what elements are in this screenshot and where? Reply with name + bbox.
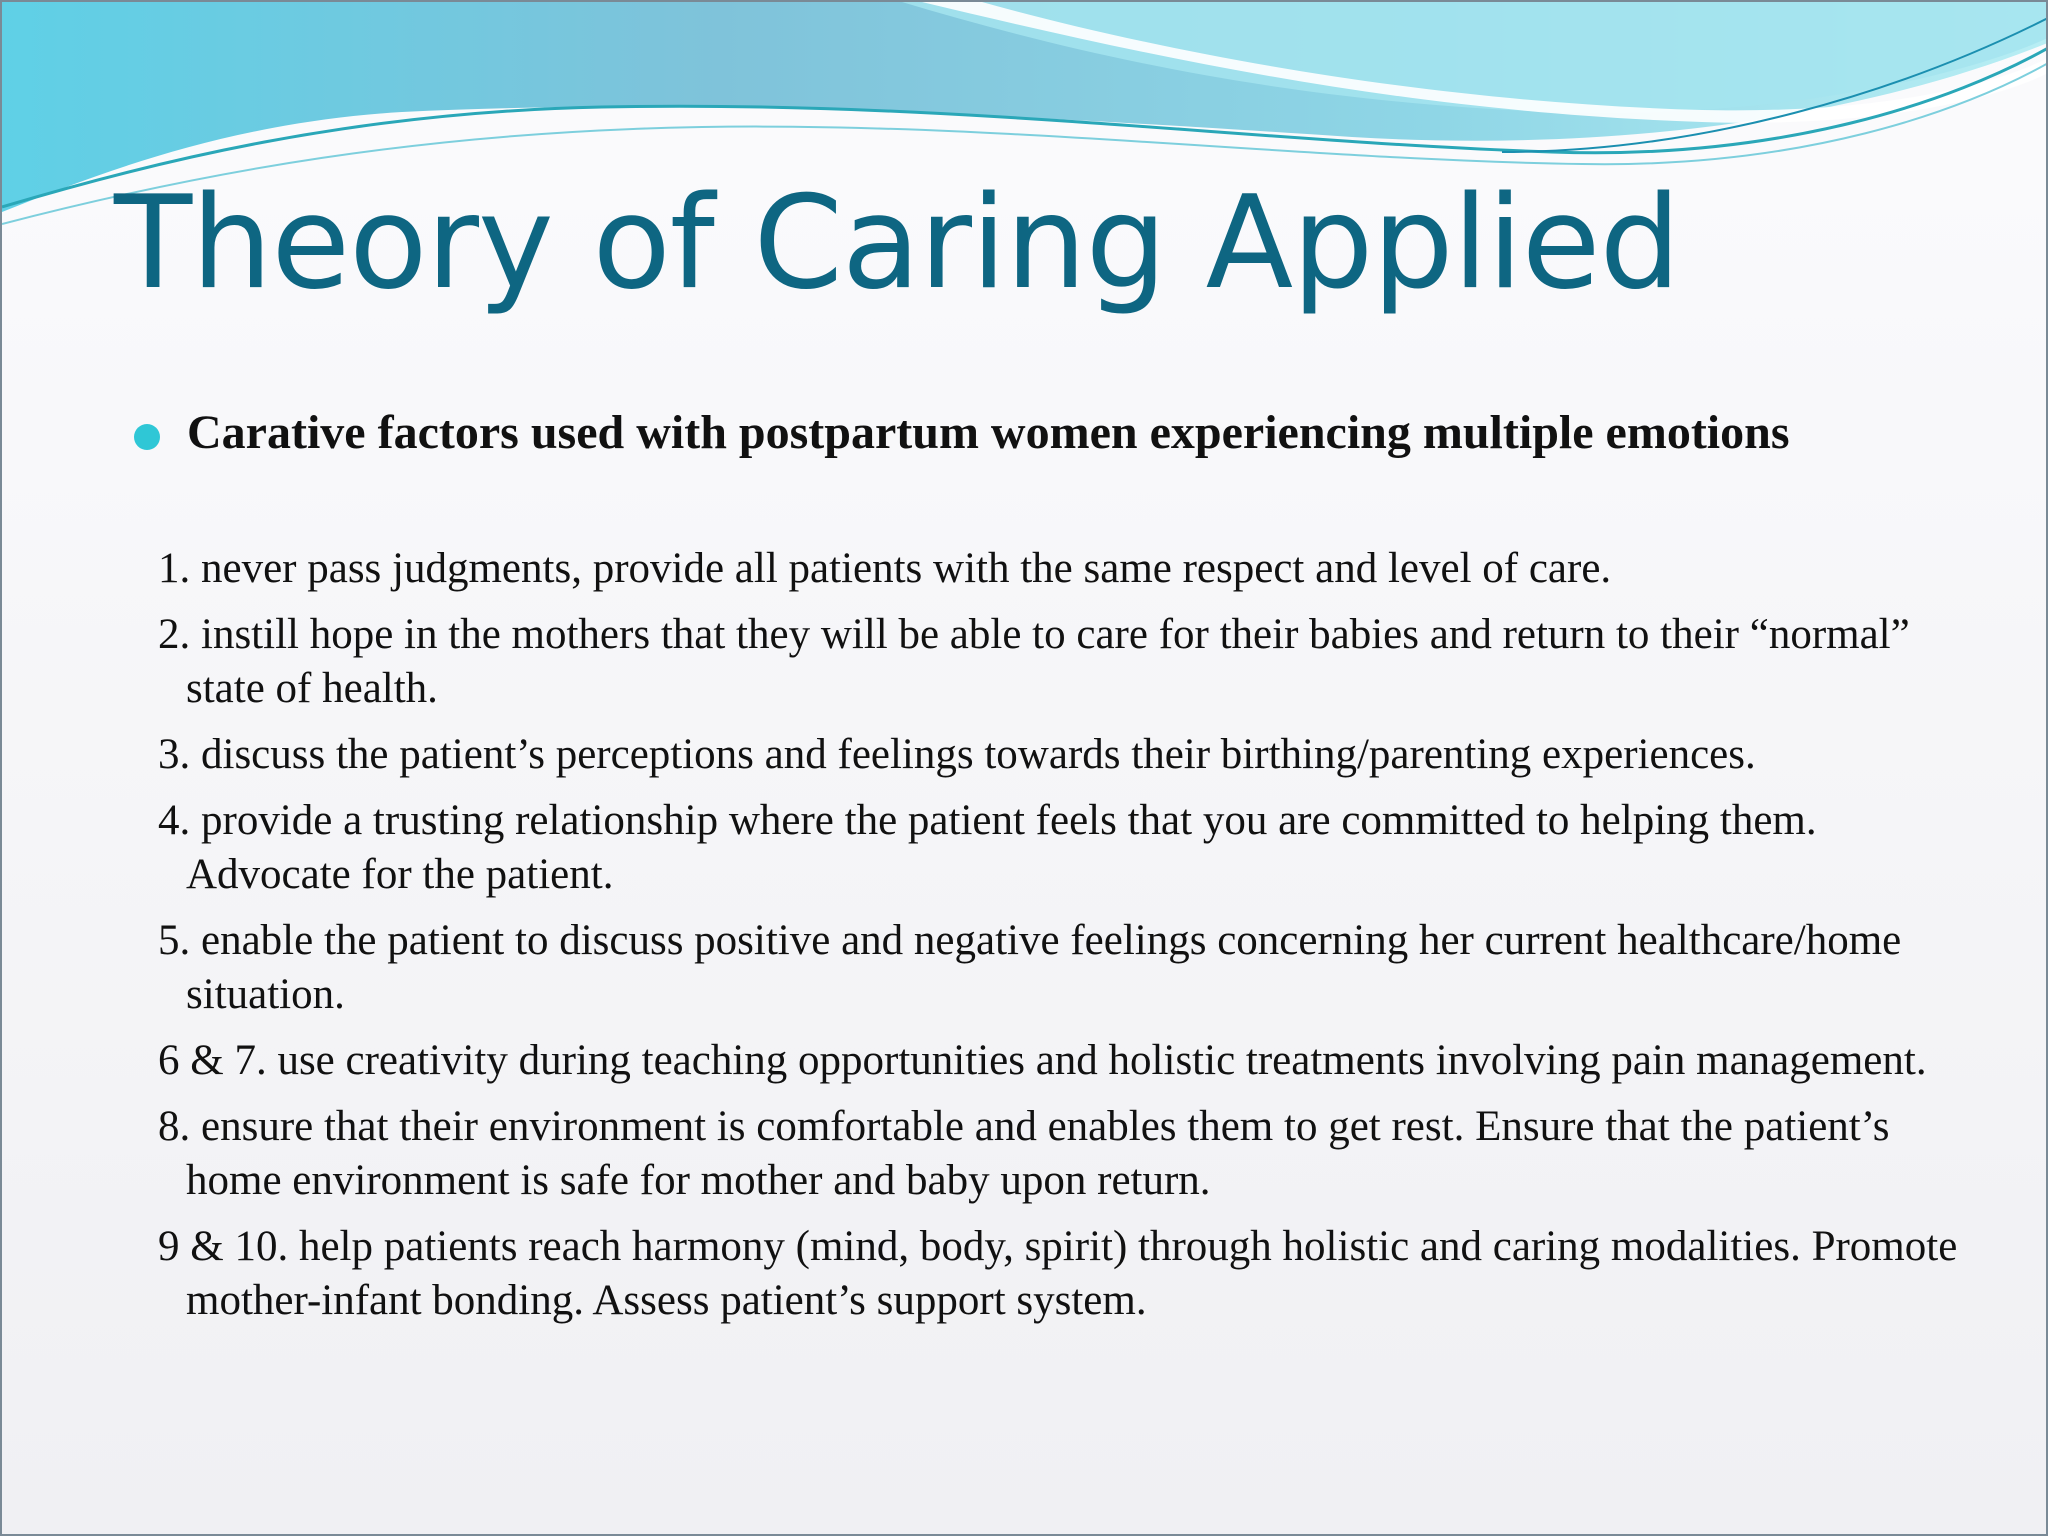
list-item: 9 & 10. help patients reach harmony (mind, body, spirit) through holistic and caring modalities. Promote mother-infant bonding. Assess patient’s support system. [158, 1223, 1958, 1324]
carative-factors-list [158, 542, 1958, 1340]
list-item: 5. enable the patient to discuss positive and negative feelings concerning her current healthcare/home situation. [158, 917, 1902, 1018]
bullet-dot-icon [134, 424, 160, 450]
list-item: 1. never pass judgments, provide all patients with the same respect and level of care. [158, 545, 1612, 592]
lead-bullet-text: Carative factors used with postpartum women experiencing multiple emotions [187, 406, 1790, 459]
list-item: 2. instill hope in the mothers that they will be able to care for their babies and return to their “normal” state of health. [158, 611, 1910, 712]
list-item: 4. provide a trusting relationship where the patient feels that you are committed to helping them. Advocate for the patient. [158, 797, 1817, 898]
slide-title: Theory of Caring Applied [114, 169, 1680, 318]
list-item: 3. discuss the patient’s perceptions and feelings towards their birthing/parenting experiences. [158, 731, 1756, 778]
list-item: 6 & 7. use creativity during teaching opportunities and holistic treatments involving pain management. [158, 1037, 1927, 1084]
list-item: 8. ensure that their environment is comfortable and enables them to get rest. Ensure that the patient’s home environment is safe for mother and baby upon return. [158, 1103, 1890, 1204]
